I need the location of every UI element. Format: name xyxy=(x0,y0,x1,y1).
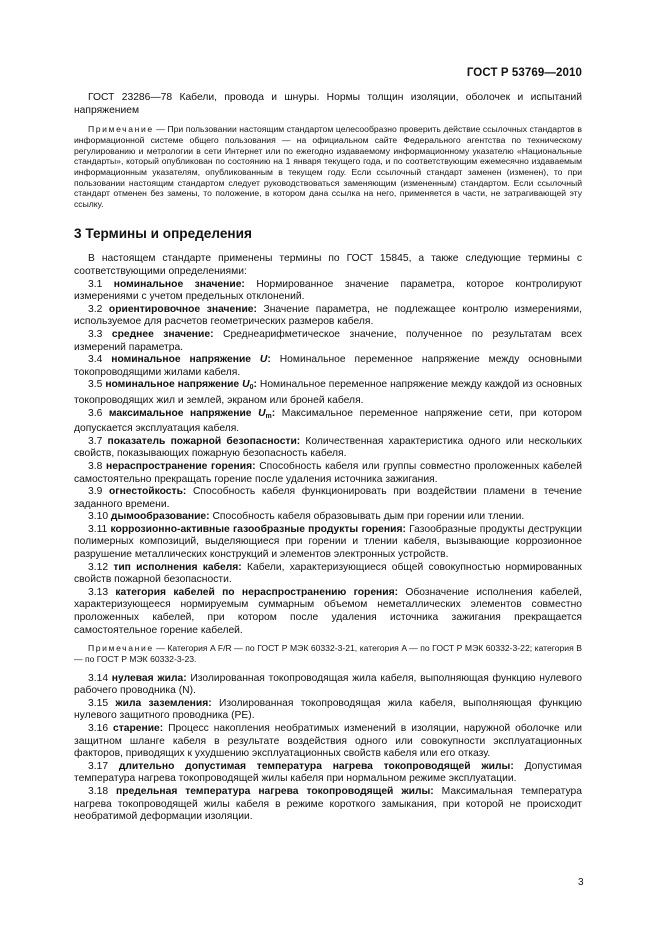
term-number: 3.7 xyxy=(88,435,103,447)
term-definition-paragraph xyxy=(74,329,582,354)
term-definition: Обозначение исполнения кабелей, характеризующееся нормируемым суммарным объемом неметаллических элементов совместно проложенных кабелей, при котором после удаления источника зажигания прекращается самостоятельное горение кабелей. xyxy=(74,586,582,636)
term-number: 3.1 xyxy=(88,278,103,290)
term-name: среднее значение: xyxy=(111,328,214,340)
term-definition: Допустимая температура нагрева токопроводящей жилы кабеля при нормальном режиме эксплуатации. xyxy=(74,760,582,785)
term-list xyxy=(74,279,582,355)
term-name: номинальное напряжение xyxy=(105,379,243,391)
term-definition: Способность кабеля или группы совместно проложенных кабелей самостоятельно прекращать горение после удаления источника зажигания. xyxy=(74,460,582,485)
term-3-4 xyxy=(74,354,582,379)
term-definition-paragraph xyxy=(74,304,582,329)
term-definition: Максимальная температура нагрева токопроводящей жилы кабеля в режиме короткого замыкания, при которой не происходит необратимой деформации изоляции. xyxy=(74,785,582,823)
reference-standard: ГОСТ 23286—78 Кабели, провода и шнуры. Нормы толщин изоляции, оболочек и испытаний напряжением xyxy=(74,92,582,116)
term-definition: Значение параметра, не подлежащее контролю измерениями, используемое для расчетов геометрических размеров кабеля. xyxy=(74,303,582,328)
note-label: Примечание xyxy=(88,124,154,135)
term-name: тип исполнения кабеля: xyxy=(113,561,242,573)
term-definition: Количественная характеристика одного или нескольких свойств, показывающих пожарную безопасность кабеля. xyxy=(74,435,582,460)
term-definition-paragraph xyxy=(74,461,582,486)
term-name: показатель пожарной безопасности: xyxy=(107,435,301,447)
term-definition: Максимальное переменное напряжение сети, при котором допускается эксплуатация кабеля. xyxy=(74,407,582,435)
term-definition-paragraph xyxy=(74,698,582,723)
term-number: 3.4 xyxy=(88,354,103,366)
term-colon: : xyxy=(271,407,276,419)
term-number: 3.3 xyxy=(88,328,103,340)
term-name: категория кабелей по нераспространению горения: xyxy=(115,586,399,598)
term-number: 3.2 xyxy=(88,303,103,315)
term-definition-paragraph xyxy=(74,486,582,511)
term-name: нераспространение горения: xyxy=(106,460,256,472)
note-text: — При пользовании настоящим стандартом целесообразно проверить действие ссылочных стандартов в информационной системе общего пользования — на официальном сайте Федерального агентства по техническому регулированию и метрологии в сети Интернет или по ежегодно издаваемому информационному указателю «Национальные стандарты», который опубликован по состоянию на 1 января текущего года, и по соответствующим ежемесячно издаваемым информационным указателям, опубликованным в текущем году. Если ссылочный стандарт заменен (изменен), то при пользовании настоящим стандартом следует руководствоваться заменяющим (измененным) стандартом. Если ссылочный стандарт отменен без замены, то положение, в котором дана ссылка на него, применяется в части, не затрагивающей эту ссылку. xyxy=(74,124,582,210)
term-name: предельная температура нагрева токопроводящей жилы: xyxy=(116,785,434,797)
term-name: старение: xyxy=(112,723,164,734)
term-definition-paragraph xyxy=(74,511,582,524)
term-symbol-subscript: 0 xyxy=(249,384,254,392)
term-definition: Изолированная токопроводящая жила кабеля, выполняющая функцию нулевого рабочего проводника (N). xyxy=(74,672,582,697)
term-list xyxy=(74,673,582,824)
term-number: 3.6 xyxy=(88,407,103,419)
term-name: ориентировочное значение: xyxy=(108,303,257,315)
term-number: 3.14 xyxy=(88,672,109,684)
term-name: коррозионно-активные газообразные продукты горения: xyxy=(110,523,406,535)
term-name: нулевая жила: xyxy=(111,672,187,684)
term-definition: Номинальное переменное напряжение между основными токопроводящими жилами кабеля. xyxy=(74,354,582,378)
note-label: Примечание xyxy=(88,643,154,654)
term-number: 3.8 xyxy=(88,460,103,472)
term-definition: Номинальное переменное напряжение между каждой из основных токопроводящих жил и землей, экраном или броней кабеля. xyxy=(74,379,582,406)
term-colon: : xyxy=(253,379,257,391)
term-name: длительно допустимая температура нагрева токопроводящей жилы: xyxy=(118,760,514,772)
term-name: жила заземления: xyxy=(115,697,212,709)
term-list xyxy=(74,436,582,638)
term-definition: Нормированное значение параметра, которое контролируют измерениями с учетом предельных отклонений. xyxy=(74,278,582,303)
term-symbol: U xyxy=(258,407,266,419)
term-number: 3.10 xyxy=(88,511,109,523)
section-heading: 3 Термины и определения xyxy=(74,225,252,241)
term-3-6 xyxy=(74,408,582,436)
term-number: 3.15 xyxy=(88,697,109,709)
term-definition: Кабели, характеризующиеся общей совокупностью нормированных свойств пожарной безопасности. xyxy=(74,561,582,586)
term-number: 3.5 xyxy=(88,379,103,391)
term-definition: Способность кабеля образовывать дым при горении или тлении. xyxy=(209,511,525,523)
term-number: 3.17 xyxy=(88,760,109,772)
term-symbol: U xyxy=(259,354,268,366)
term-number: 3.12 xyxy=(88,561,109,573)
term-definition-paragraph xyxy=(74,723,582,761)
term-number: 3.9 xyxy=(88,486,103,498)
term-symbol: U xyxy=(242,379,250,391)
term-name: номинальное значение: xyxy=(113,278,245,290)
term-name: номинальное напряжение xyxy=(111,354,260,366)
term-number: 3.16 xyxy=(88,723,109,734)
term-3-5 xyxy=(74,379,582,407)
term-colon: : xyxy=(267,354,271,366)
term-definition-paragraph xyxy=(74,279,582,304)
term-definition-paragraph xyxy=(74,524,582,562)
term-name: дымообразование: xyxy=(110,511,210,523)
term-definition-paragraph xyxy=(74,562,582,587)
term-symbol-subscript: m xyxy=(265,412,272,420)
term-number: 3.13 xyxy=(88,586,109,598)
page-content xyxy=(74,92,582,824)
term-definition-paragraph xyxy=(74,786,582,824)
term-definition-paragraph xyxy=(74,587,582,637)
term-definition-paragraph xyxy=(74,673,582,698)
term-definition: Среднеарифметическое значение, полученное по результатам всех измерений параметра. xyxy=(74,328,582,353)
term-definition-paragraph xyxy=(74,761,582,786)
term-name: максимальное напряжение xyxy=(108,407,259,419)
term-definition: Изолированная токопроводящая жила кабеля, выполняющая функцию нулевого защитного проводника (PE). xyxy=(74,697,582,722)
note-text: — Категория A F/R — по ГОСТ Р МЭК 60332-3-21, категория A — по ГОСТ Р МЭК 60332-3-22; категория B — по ГОСТ Р МЭК 60332-3-23. xyxy=(74,643,582,664)
category-note xyxy=(74,643,582,664)
document-code-header: ГОСТ Р 53769—2010 xyxy=(466,67,582,79)
reference-note xyxy=(74,124,582,210)
term-definition-paragraph xyxy=(74,436,582,461)
term-definition: Газообразные продукты деструкции полимерных композиций, выделяющиеся при горении и тлении кабеля, вызывающие коррозионное разрушение металлических конструкций и элементов электронных устройств. xyxy=(74,523,582,561)
term-name: огнестойкость: xyxy=(108,486,187,498)
page-number: 3 xyxy=(578,877,584,888)
term-number: 3.11 xyxy=(88,523,108,535)
term-definition: Способность кабеля функционировать при воздействии пламени в течение заданного времени. xyxy=(74,486,582,510)
section-intro: В настоящем стандарте применены термины по ГОСТ 15845, а также следующие термины с соответствующими определениями: xyxy=(74,253,582,277)
term-definition: Процесс накопления необратимых изменений в изоляции, наружной оболочке или защитном шланге кабеля в результате воздействия одного или совокупности эксплуатационных факторов, приводящих к ухудшению эксплуатационных свойств кабеля или его отказу. xyxy=(74,723,582,760)
term-number: 3.18 xyxy=(88,785,109,797)
